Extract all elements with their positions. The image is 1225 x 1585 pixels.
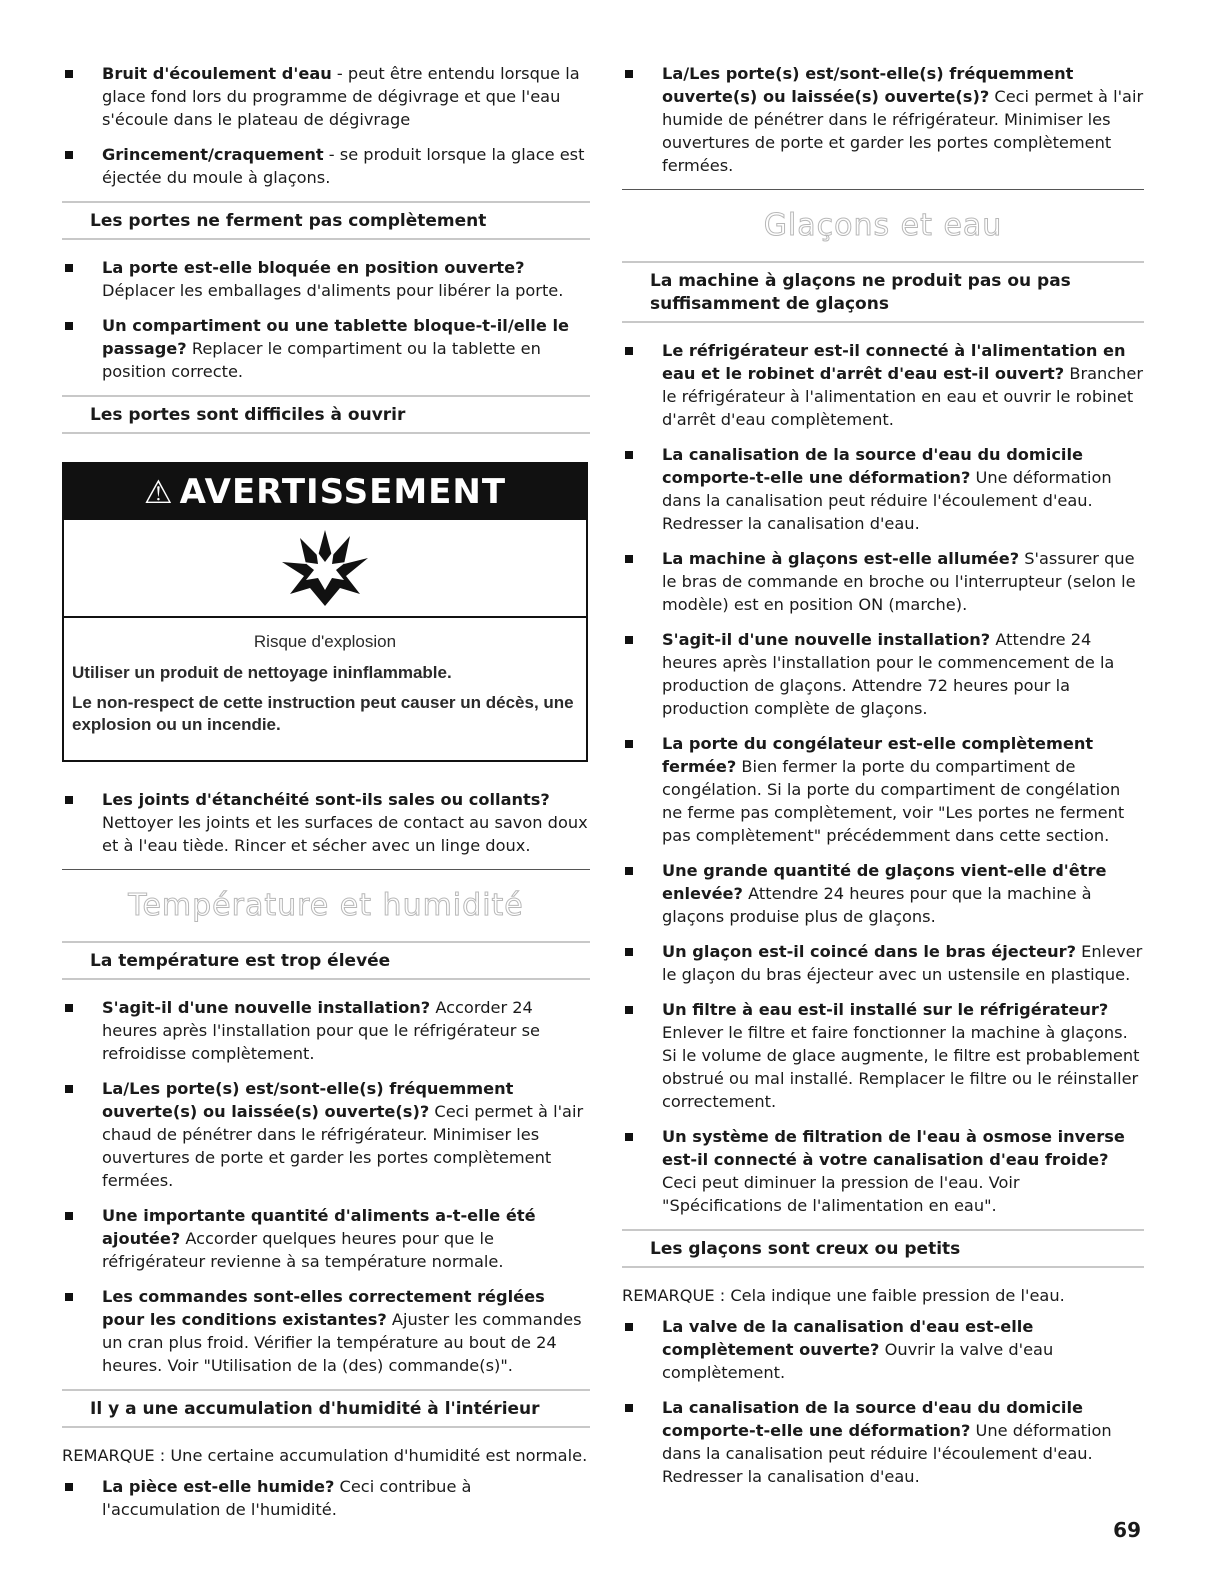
item-question: Les commandes sont-elles correctement réglées pour les conditions existantes? — [102, 1287, 545, 1329]
item-answer: Bien fermer la porte du compartiment de congélation. Si la porte du compartiment de congélation ne ferme pas complètement, voir "Les portes ne ferment pas complètement" précédemment dans cette section. — [662, 757, 1125, 845]
bullet-icon — [625, 740, 633, 748]
bullet-icon — [65, 322, 73, 330]
list-item — [62, 1077, 590, 1192]
item-answer: Nettoyer les joints et les surfaces de contact au savon doux et à l'eau tiède. Rincer et sécher avec un linge doux. — [102, 813, 588, 855]
list-item — [62, 1475, 590, 1521]
bullet-icon — [625, 1133, 633, 1141]
warning-risk: Risque d'explosion — [253, 632, 397, 651]
item-question: Les joints d'étanchéité sont-ils sales ou collants? — [102, 790, 550, 809]
warning-box — [62, 462, 588, 762]
warning-banner-label: AVERTISSEMENT — [179, 472, 507, 512]
list-temperature — [62, 996, 590, 1377]
bullet-icon — [625, 1006, 633, 1014]
bullet-icon — [625, 948, 633, 956]
left-column — [62, 62, 590, 1533]
explosion-icon — [280, 528, 370, 608]
list-item — [622, 1315, 1144, 1384]
item-question: La pièce est-elle humide? — [102, 1477, 335, 1496]
list-item — [622, 339, 1144, 431]
bullet-icon — [625, 555, 633, 563]
list-item — [62, 314, 590, 383]
item-answer: Ceci contribue à l'accumulation de l'humidité. — [102, 1477, 472, 1519]
item-answer: Enlever le glaçon du bras éjecteur avec un ustensile en plastique. — [662, 942, 1143, 984]
item-question: S'agit-il d'une nouvelle installation? — [662, 630, 991, 649]
list-item — [622, 998, 1144, 1113]
item-answer: S'assurer que le bras de commande en broche ou l'interrupteur (selon le modèle) est en position ON (marche). — [662, 549, 1136, 614]
item-question: La canalisation de la source d'eau du domicile comporte-t-elle une déformation? — [662, 1398, 1083, 1440]
item-answer: Brancher le réfrigérateur à l'alimentation en eau et ouvrir le robinet d'arrêt d'eau complètement. — [662, 364, 1144, 429]
bullet-icon — [65, 1212, 73, 1220]
bullet-icon — [65, 1085, 73, 1093]
bullet-icon — [625, 347, 633, 355]
list-item — [62, 1204, 590, 1273]
list-item — [62, 788, 590, 857]
note-humidity: REMARQUE : Une certaine accumulation d'humidité est normale. — [62, 1446, 588, 1465]
list-item — [62, 996, 590, 1065]
bullet-icon — [625, 1404, 633, 1412]
item-question: La machine à glaçons est-elle allumée? — [662, 549, 1020, 568]
bullet-icon — [65, 1293, 73, 1301]
list-ice — [622, 339, 1144, 1217]
heading-doors-hard-to-open: Les portes sont difficiles à ouvrir — [62, 395, 590, 434]
warning-line-2: Le non-respect de cette instruction peut causer un décès, une explosion ou un incendie. — [72, 693, 574, 734]
list-door-open — [622, 62, 1144, 177]
section-title-ice: Glaçons et eau — [622, 189, 1144, 253]
item-question: Un filtre à eau est-il installé sur le réfrigérateur? — [662, 1000, 1109, 1019]
bullet-icon — [625, 636, 633, 644]
item-answer: Ceci permet à l'air chaud de pénétrer dans le réfrigérateur. Minimiser les ouvertures de porte et garder les portes complètement fermées. — [102, 1102, 584, 1190]
item-question: La canalisation de la source d'eau du domicile comporte-t-elle une déformation? — [662, 445, 1083, 487]
bullet-icon — [65, 1004, 73, 1012]
item-answer: Ajuster les commandes un cran plus froid. Vérifier la température au bout de 24 heures. Voir "Utilisation de la (des) commande(s)". — [102, 1310, 582, 1375]
item-question: Une importante quantité d'aliments a-t-elle été ajoutée? — [102, 1206, 536, 1248]
item-question: Bruit d'écoulement d'eau — [102, 64, 332, 83]
section-title-temperature: Température et humidité — [62, 869, 590, 933]
bullet-icon — [625, 1323, 633, 1331]
list-item — [622, 62, 1144, 177]
item-answer: Une déformation dans la canalisation peut réduire l'écoulement d'eau. Redresser la canalisation d'eau. — [662, 1421, 1112, 1486]
bullet-icon — [65, 264, 73, 272]
item-answer: Une déformation dans la canalisation peut réduire l'écoulement d'eau. Redresser la canalisation d'eau. — [662, 468, 1112, 533]
note-pressure: REMARQUE : Cela indique une faible pression de l'eau. — [622, 1286, 1065, 1305]
list-item — [622, 1396, 1144, 1488]
list-item — [62, 256, 590, 302]
list-joints — [62, 788, 590, 857]
item-question: La valve de la canalisation d'eau est-elle complètement ouverte? — [662, 1317, 1034, 1359]
heading-ice-not-produced: La machine à glaçons ne produit pas ou pas suffisamment de glaçons — [622, 261, 1144, 323]
item-question: Une grande quantité de glaçons vient-elle d'être enlevée? — [662, 861, 1107, 903]
bullet-icon — [625, 451, 633, 459]
bullet-icon — [65, 796, 73, 804]
list-item — [622, 443, 1144, 535]
item-question: Le réfrigérateur est-il connecté à l'alimentation en eau et le robinet d'arrêt d'eau est-il ouvert? — [662, 341, 1126, 383]
bullet-icon — [65, 151, 73, 159]
list-hollow — [622, 1315, 1144, 1488]
heading-humidity: Il y a une accumulation d'humidité à l'intérieur — [62, 1389, 590, 1428]
bullet-icon — [625, 867, 633, 875]
page-number: 69 — [1113, 1518, 1141, 1542]
heading-doors-not-closing: Les portes ne ferment pas complètement — [62, 201, 590, 240]
item-answer: Ceci peut diminuer la pression de l'eau. Voir "Spécifications de l'alimentation en eau". — [662, 1173, 1020, 1215]
list-doors — [62, 256, 590, 383]
list-item — [622, 1125, 1144, 1217]
item-question: Un compartiment ou une tablette bloque-t-il/elle le passage? — [102, 316, 569, 358]
item-answer: Attendre 24 heures pour que la machine à glaçons produise plus de glaçons. — [662, 884, 1092, 926]
right-column — [622, 62, 1144, 1500]
heading-temp-too-high: La température est trop élevée — [62, 941, 590, 980]
item-answer: Déplacer les emballages d'aliments pour libérer la porte. — [102, 281, 564, 300]
bullet-icon — [625, 70, 633, 78]
item-question: La/Les porte(s) est/sont-elle(s) fréquemment ouverte(s) ou laissée(s) ouverte(s)? — [662, 64, 1074, 106]
warning-banner — [64, 464, 586, 520]
list-item — [622, 628, 1144, 720]
item-question: La/Les porte(s) est/sont-elle(s) fréquemment ouverte(s) ou laissée(s) ouverte(s)? — [102, 1079, 514, 1121]
item-answer: Ouvrir la valve d'eau complètement. — [662, 1340, 1054, 1382]
item-question: Grincement/craquement — [102, 145, 324, 164]
list-item — [62, 1285, 590, 1377]
bullet-icon — [65, 1483, 73, 1491]
item-question: Un glaçon est-il coincé dans le bras éjecteur? — [662, 942, 1076, 961]
item-answer: Ceci permet à l'air humide de pénétrer dans le réfrigérateur. Minimiser les ouvertures de porte et garder les portes complètement fermées. — [662, 87, 1144, 175]
list-item — [622, 547, 1144, 616]
item-answer: - peut être entendu lorsque la glace fond lors du programme de dégivrage et que l'eau s'écoule dans le plateau de dégivrage — [102, 64, 580, 129]
item-answer: Accorder quelques heures pour que le réfrigérateur revienne à sa température normale. — [102, 1229, 504, 1271]
heading-hollow-ice: Les glaçons sont creux ou petits — [622, 1229, 1144, 1268]
item-answer: Attendre 24 heures après l'installation pour le commencement de la production de glaçons. Attendre 72 heures pour la production complète de glaçons. — [662, 630, 1115, 718]
list-humidity — [62, 1475, 590, 1521]
item-question: Un système de filtration de l'eau à osmose inverse est-il connecté à votre canalisation d'eau froide? — [662, 1127, 1125, 1169]
list-item — [622, 859, 1144, 928]
item-question: S'agit-il d'une nouvelle installation? — [102, 998, 431, 1017]
list-item — [62, 143, 590, 189]
item-answer: Enlever le filtre et faire fonctionner la machine à glaçons. Si le volume de glace augmente, le filtre est probablement obstrué ou mal installé. Remplacer le filtre ou le réinstaller correctement. — [662, 1023, 1140, 1111]
list-item — [622, 940, 1144, 986]
item-answer: Accorder 24 heures après l'installation pour que le réfrigérateur se refroidisse complètement. — [102, 998, 540, 1063]
list-item — [622, 732, 1144, 847]
item-answer: - se produit lorsque la glace est éjectée du moule à glaçons. — [102, 145, 585, 187]
item-answer: Replacer le compartiment ou la tablette en position correcte. — [102, 339, 541, 381]
warning-line-1: Utiliser un produit de nettoyage ininflammable. — [72, 663, 452, 682]
item-question: La porte du congélateur est-elle complètement fermée? — [662, 734, 1094, 776]
bullet-icon — [65, 70, 73, 78]
list-item — [62, 62, 590, 131]
item-question: La porte est-elle bloquée en position ouverte? — [102, 258, 525, 277]
list-noises — [62, 62, 590, 189]
warning-triangle-icon: ⚠ — [143, 473, 174, 511]
